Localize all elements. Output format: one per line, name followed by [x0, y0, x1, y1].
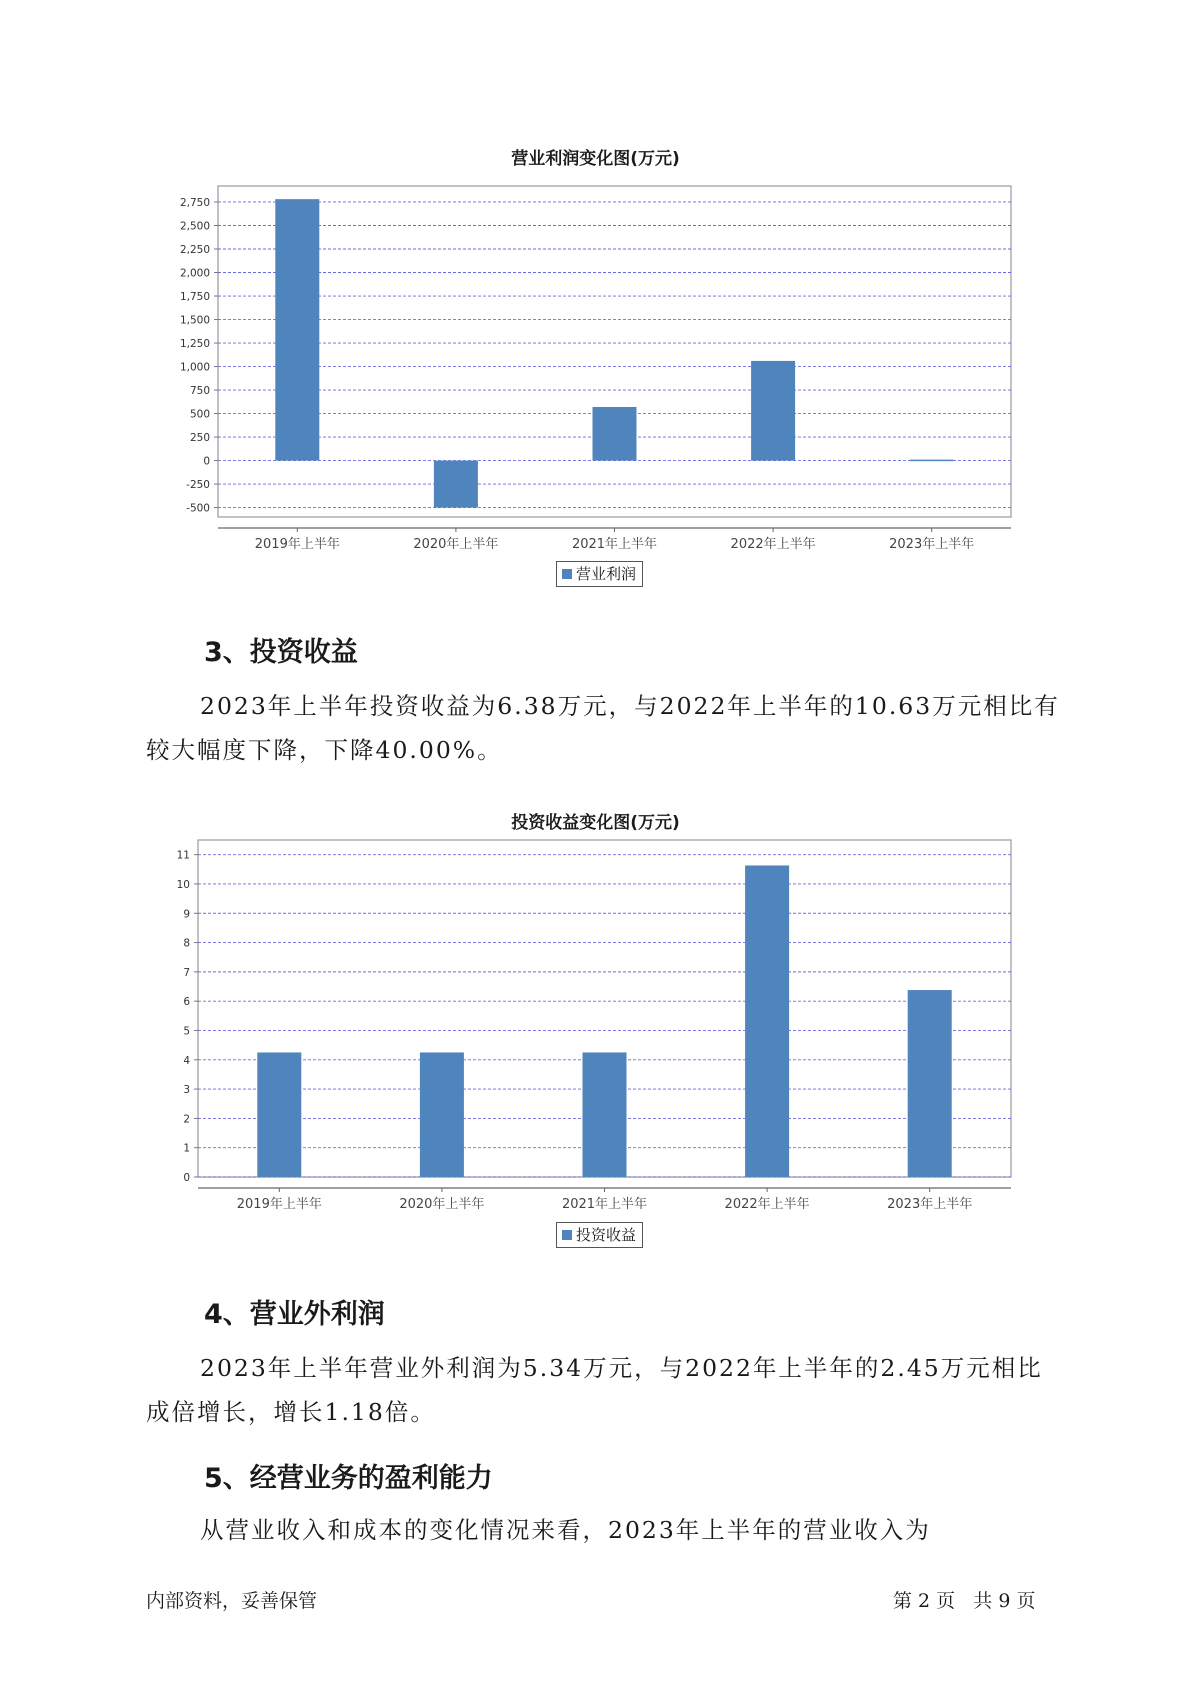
- chart2-bar: [745, 865, 789, 1177]
- chart1-category-label: 2019年上半年: [254, 537, 340, 552]
- chart2-ytick-label: 6: [183, 996, 190, 1009]
- section5-paragraph: 从营业收入和成本的变化情况来看，2023年上半年的营业收入为: [200, 1516, 931, 1544]
- chart2-legend: [556, 1222, 643, 1248]
- chart1-ytick-label: 0: [203, 455, 210, 468]
- section4-heading: 4、营业外利润: [204, 1299, 385, 1330]
- section4-paragraph: 2023年上半年营业外利润为5.34万元，与2022年上半年的2.45万元相比成倍增长，增长1.18倍。: [146, 1354, 1043, 1426]
- chart1-legend-label: 营业利润: [576, 565, 637, 583]
- chart1-ytick-label: 1,500: [179, 314, 210, 327]
- chart2-category-label: 2021年上半年: [561, 1197, 648, 1212]
- chart2-bar: [908, 990, 952, 1177]
- section3-paragraph: 2023年上半年投资收益为6.38万元，与2022年上半年的10.63万元相比有较大幅度下降，下降40.00%。: [146, 692, 1060, 764]
- chart1-category-label: 2023年上半年: [889, 537, 975, 552]
- chart2-ytick-label: 9: [183, 908, 190, 921]
- chart1-ytick-label: 250: [189, 432, 210, 445]
- chart1-ytick-label: 1,000: [179, 361, 210, 374]
- chart2-ytick-label: 5: [183, 1025, 190, 1038]
- legend-swatch: [562, 1230, 572, 1240]
- chart2-category-label: 2022年上半年: [724, 1197, 810, 1212]
- chart1-ytick-label: 2,750: [179, 196, 210, 209]
- chart1-ytick-label: 1,250: [179, 338, 210, 351]
- chart2-ytick-label: 4: [183, 1054, 190, 1067]
- chart2-ytick-label: 8: [183, 937, 190, 950]
- chart2-ytick-label: 7: [183, 966, 190, 979]
- chart1-ytick-label: -250: [186, 479, 210, 492]
- chart2-ytick-label: 2: [183, 1113, 190, 1126]
- chart2-category-label: 2019年上半年: [236, 1197, 322, 1212]
- chart2-bar: [583, 1052, 627, 1177]
- chart1-ytick-label: 2,250: [179, 244, 210, 257]
- chart1-title: 营业利润变化图(万元): [511, 149, 680, 169]
- chart1-ytick-label: 2,000: [179, 267, 210, 280]
- footer-left: 内部资料，妥善保管: [146, 1590, 318, 1612]
- section5-heading: 5、经营业务的盈利能力: [204, 1463, 493, 1494]
- chart2-bar: [420, 1052, 464, 1177]
- footer-page-number: 第 2 页 共 9 页: [893, 1590, 1036, 1612]
- chart2-legend-label: 投资收益: [576, 1226, 637, 1244]
- chart2-ytick-label: 11: [176, 849, 190, 862]
- section3-heading: 3、投资收益: [204, 637, 358, 668]
- chart2-ytick-label: 1: [183, 1142, 190, 1155]
- chart2-title: 投资收益变化图(万元): [511, 813, 680, 833]
- chart1-ytick-label: 1,750: [179, 291, 210, 304]
- chart1-category-label: 2021年上半年: [571, 537, 658, 552]
- chart2-ytick-label: 3: [183, 1084, 190, 1097]
- chart2-ytick-label: 10: [176, 878, 190, 891]
- chart2-category-label: 2020年上半年: [399, 1197, 485, 1212]
- chart2-ytick-label: 0: [183, 1172, 190, 1184]
- chart2-bar: [257, 1052, 301, 1177]
- chart1-category-label: 2022年上半年: [730, 537, 816, 552]
- chart2-category-label: 2023年上半年: [887, 1197, 973, 1212]
- chart1-ytick-label: 2,500: [179, 220, 210, 233]
- chart1-ytick-label: 500: [189, 408, 210, 421]
- chart1-ytick-label: 750: [189, 385, 210, 398]
- chart1-category-label: 2020年上半年: [413, 537, 499, 552]
- chart1-ytick-label: -500: [186, 502, 210, 515]
